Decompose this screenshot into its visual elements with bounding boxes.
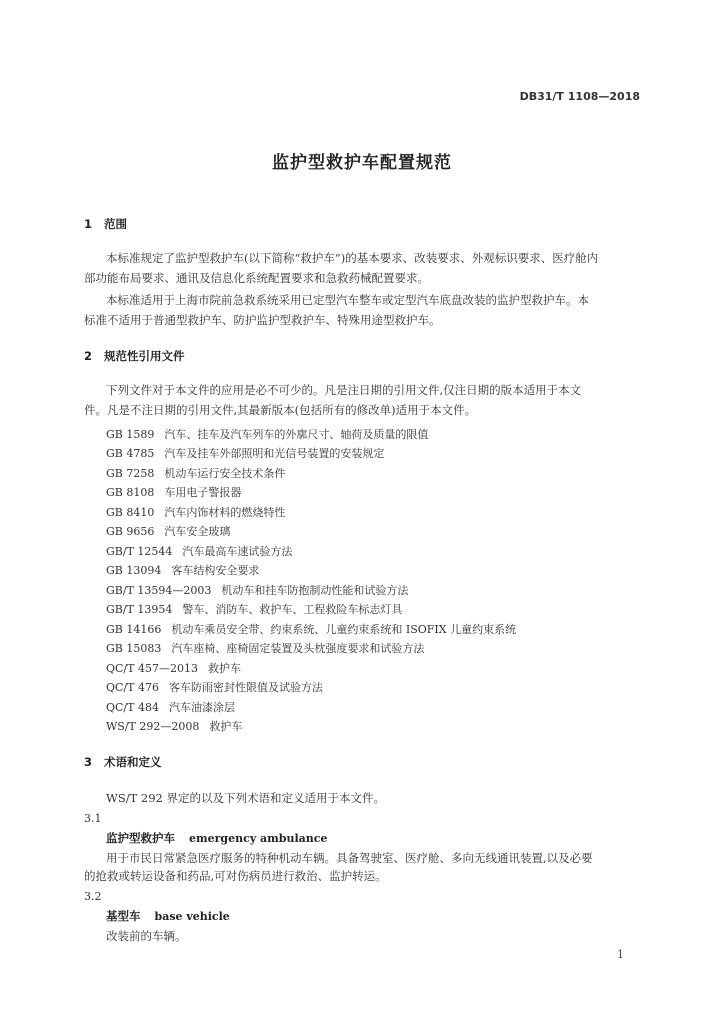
definition-line: 改装前的车辆。 bbox=[106, 929, 187, 943]
reference-title: 客车结构安全要求 bbox=[171, 564, 260, 577]
reference-code: GB 15083 bbox=[106, 642, 162, 655]
definition-line: 的抢救或转运设备和药品,可对伤病员进行救治、监护转运。 bbox=[84, 869, 387, 883]
reference-item bbox=[106, 621, 516, 637]
reference-item bbox=[106, 582, 408, 598]
paragraph-line: 件。凡是不注日期的引用文件,其最新版本(包括所有的修改单)适用于本文件。 bbox=[84, 403, 477, 417]
reference-title: 汽车油漆涂层 bbox=[168, 701, 235, 714]
term-number: 3.2 bbox=[84, 890, 102, 903]
reference-title: 汽车安全玻璃 bbox=[164, 525, 231, 538]
standard-number: DB31/T 1108—2018 bbox=[519, 90, 640, 103]
section-number: 1 bbox=[84, 217, 93, 231]
reference-item bbox=[106, 543, 292, 559]
reference-item bbox=[106, 504, 285, 520]
reference-item bbox=[106, 465, 285, 481]
reference-title: 警车、消防车、救护车、工程救险车标志灯具 bbox=[182, 603, 403, 616]
reference-title: 机动车和挂车防抱制动性能和试验方法 bbox=[221, 584, 409, 597]
reference-title: 汽车最高车速试验方法 bbox=[182, 545, 293, 558]
reference-item bbox=[106, 484, 241, 500]
reference-code: GB 4785 bbox=[106, 447, 155, 460]
reference-title: 车用电子警报器 bbox=[164, 486, 242, 499]
reference-item bbox=[106, 640, 424, 656]
section-title: 规范性引用文件 bbox=[104, 349, 185, 363]
reference-title: 汽车及挂车外部照明和光信号装置的安装规定 bbox=[164, 447, 385, 460]
section-number: 3 bbox=[84, 755, 93, 769]
term-english: emergency ambulance bbox=[189, 832, 328, 845]
reference-item bbox=[106, 601, 402, 617]
paragraph-line: 部功能布局要求、通讯及信息化系统配置要求和急救药械配置要求。 bbox=[84, 271, 429, 285]
reference-code: GB 7258 bbox=[106, 467, 155, 480]
reference-code: GB 9656 bbox=[106, 525, 155, 538]
reference-code: GB 8410 bbox=[106, 506, 155, 519]
reference-code: GB 14166 bbox=[106, 623, 162, 636]
reference-title: 汽车内饰材料的燃烧特性 bbox=[164, 506, 286, 519]
reference-code: WS/T 292—2008 bbox=[106, 720, 200, 733]
reference-title: 救护车 bbox=[209, 720, 243, 733]
paragraph-line: 本标准适用于上海市院前急救系统采用已定型汽车整车或定型汽车底盘改装的监护型救护车。本 bbox=[106, 293, 589, 307]
reference-title: 机动车乘员安全带、约束系统、儿童约束系统和 ISOFIX 儿童约束系统 bbox=[171, 623, 517, 636]
section-title: 术语和定义 bbox=[104, 755, 162, 769]
reference-item bbox=[106, 523, 230, 539]
section-number: 2 bbox=[84, 349, 93, 363]
reference-item bbox=[106, 699, 235, 715]
reference-code: GB/T 13594—2003 bbox=[106, 584, 212, 597]
reference-item bbox=[106, 718, 242, 734]
reference-code: QC/T 476 bbox=[106, 681, 159, 694]
paragraph-line: 标准不适用于普通型救护车、防护监护型救护车、特殊用途型救护车。 bbox=[84, 313, 441, 327]
reference-code: GB/T 12544 bbox=[106, 545, 173, 558]
reference-title: 机动车运行安全技术条件 bbox=[164, 467, 286, 480]
term-number: 3.1 bbox=[84, 812, 102, 825]
section-2-heading bbox=[84, 348, 185, 364]
reference-item bbox=[106, 562, 259, 578]
term-heading bbox=[106, 830, 328, 846]
reference-title: 汽车、挂车及汽车列车的外廓尺寸、轴荷及质量的限值 bbox=[164, 428, 429, 441]
paragraph-line: 下列文件对于本文件的应用是必不可少的。凡是注日期的引用文件,仅注日期的版本适用于本文 bbox=[106, 383, 582, 397]
reference-code: GB 8108 bbox=[106, 486, 155, 499]
page-title: 监护型救护车配置规范 bbox=[272, 153, 452, 173]
reference-title: 汽车座椅、座椅固定装置及头枕强度要求和试验方法 bbox=[171, 642, 425, 655]
section-1-heading bbox=[84, 216, 127, 232]
reference-item bbox=[106, 426, 428, 442]
reference-code: QC/T 457—2013 bbox=[106, 662, 198, 675]
reference-item bbox=[106, 660, 241, 676]
term-chinese: 基型车 bbox=[106, 909, 141, 923]
reference-code: QC/T 484 bbox=[106, 701, 159, 714]
term-english: base vehicle bbox=[154, 910, 230, 923]
definition-line: 用于市民日常紧急医疗服务的特种机动车辆。具备驾驶室、医疗舱、多向无线通讯装置,以及必要 bbox=[106, 851, 593, 865]
reference-code: GB 1589 bbox=[106, 428, 155, 441]
page-number: 1 bbox=[617, 948, 624, 961]
reference-item bbox=[106, 679, 323, 695]
paragraph-line: 本标准规定了监护型救护车(以下简称“救护车”)的基本要求、改装要求、外观标识要求、医疗舱内 bbox=[106, 251, 599, 265]
reference-title: 客车防雨密封性限值及试验方法 bbox=[168, 681, 323, 694]
reference-item bbox=[106, 445, 384, 461]
section-title: 范围 bbox=[104, 217, 127, 231]
term-chinese: 监护型救护车 bbox=[106, 831, 175, 845]
section-3-heading bbox=[84, 754, 162, 770]
paragraph-line: WS/T 292 界定的以及下列术语和定义适用于本文件。 bbox=[106, 791, 386, 805]
reference-title: 救护车 bbox=[207, 662, 241, 675]
term-heading bbox=[106, 908, 230, 924]
reference-code: GB 13094 bbox=[106, 564, 162, 577]
reference-code: GB/T 13954 bbox=[106, 603, 173, 616]
